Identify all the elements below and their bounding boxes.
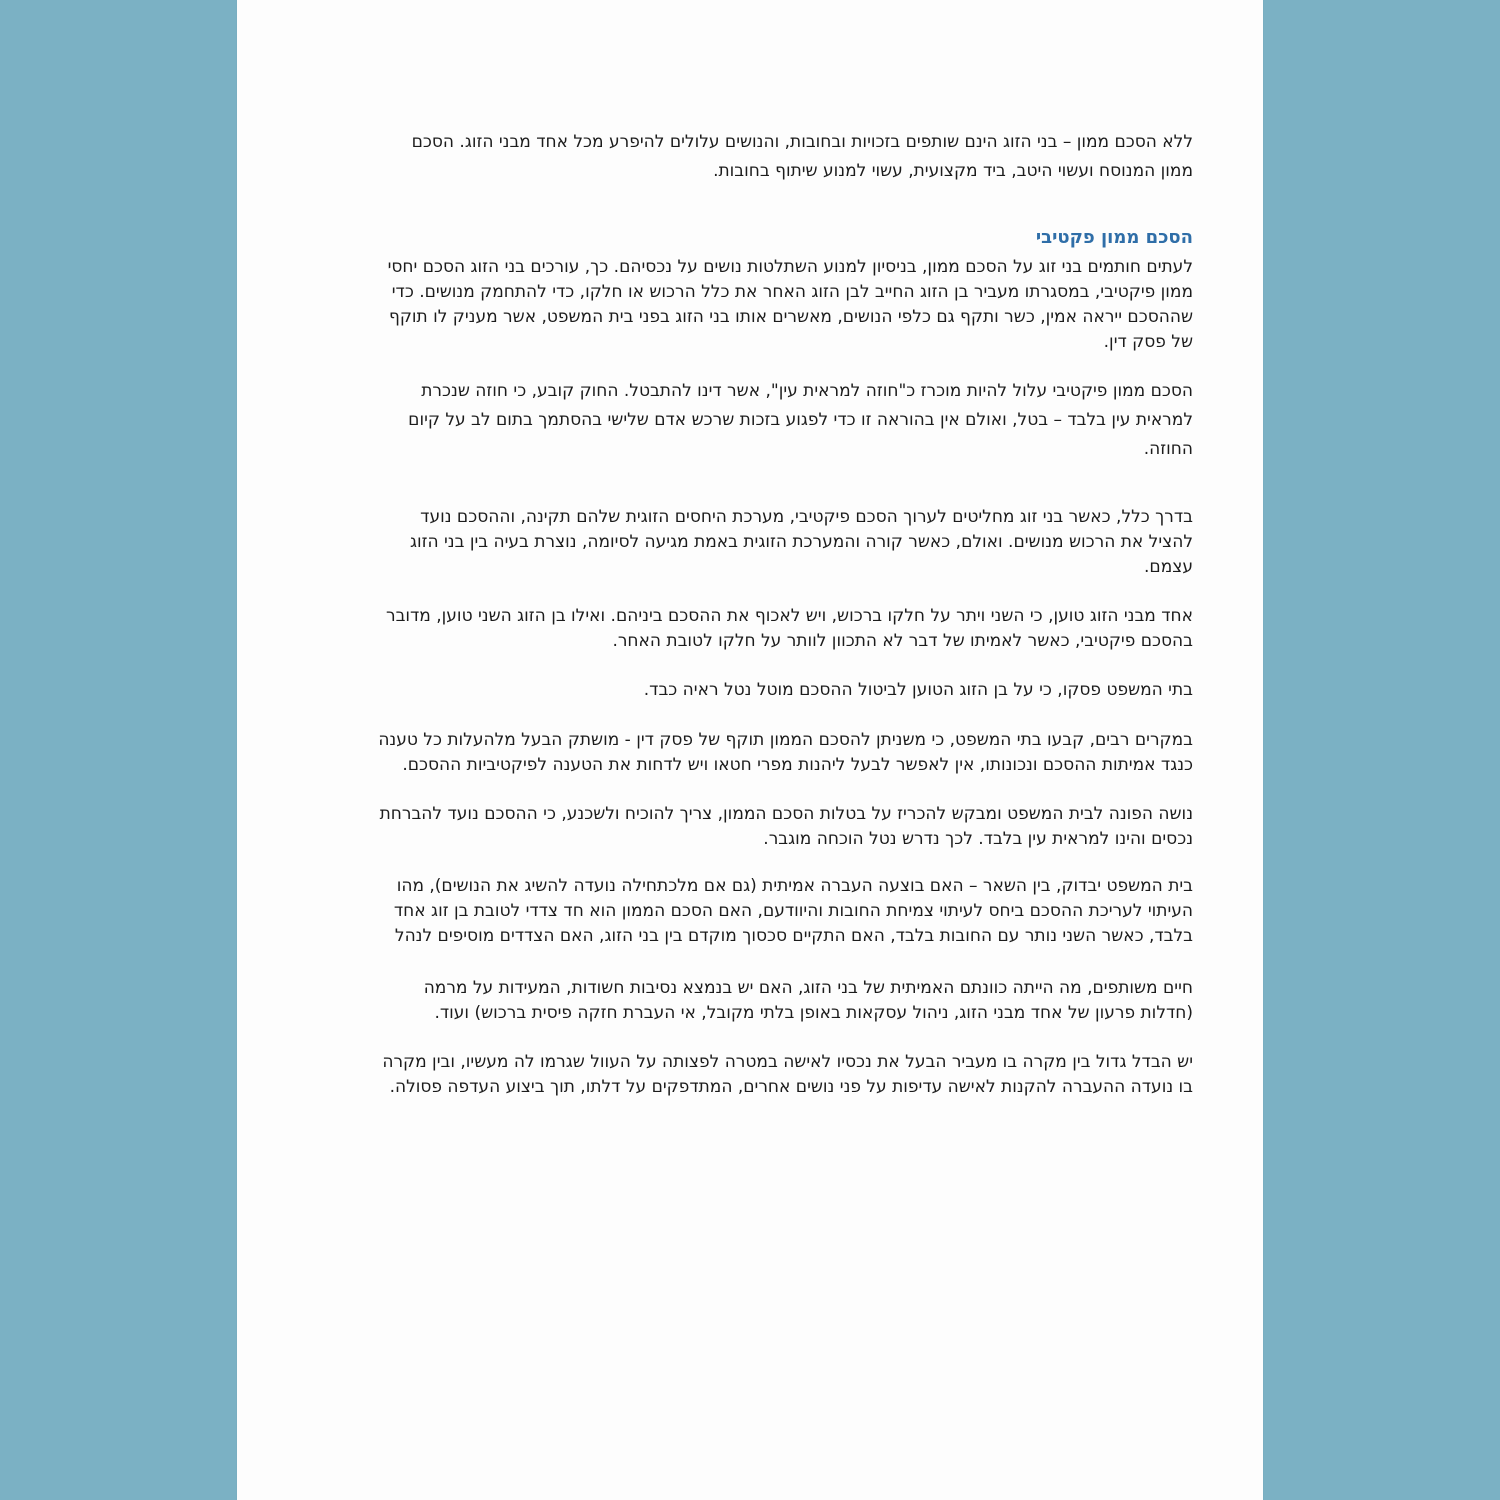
intro-paragraph [258, 128, 1193, 186]
paragraph-8 [258, 874, 1193, 949]
text-line: בלבד, כאשר השני נותר עם החובות בלבד, האם התקיים סכסוך מוקדם בין בני הזוג, האם הצדדים מוסיפים לנהל [394, 926, 1193, 946]
text-line: של פסק דין. [1103, 332, 1193, 352]
text-line: (חדלות פרעון של אחד מבני הזוג, ניהול עסקאות באופן בלתי מקובל, אי העברת חזקה פיסית ברכוש) ועוד. [434, 1003, 1193, 1023]
text-line: לעתים חותמים בני זוג על הסכם ממון, בניסיון למנוע השתלטות נושים על נכסיהם. כך, עורכים בני הזוג הסכם יחסי [387, 257, 1193, 277]
paragraph-1 [258, 255, 1193, 355]
text-line: בית המשפט יבדוק, בין השאר – האם בוצעה העברה אמיתית (גם אם מלכתחילה נועדה להשיג את הנושים), מהו [396, 876, 1193, 896]
text-line: בתי המשפט פסקו, כי על בן הזוג הטוען לביטול ההסכם מוטל נטל ראיה כבד. [643, 680, 1193, 700]
text-line: ממון פיקטיבי, במסגרתו מעביר בן הזוג החייב לבן הזוג האחר את כלל הרכוש או חלקו, כדי להתחמק מנושים. כדי [391, 282, 1193, 302]
paragraph-2 [258, 377, 1193, 464]
paragraph-6 [258, 728, 1193, 778]
text-line: בדרך כלל, כאשר בני זוג מחליטים לערוך הסכם פיקטיבי, מערכת היחסים הזוגית שלהם תקינה, וההסכם נועד [420, 507, 1193, 527]
paragraph-3 [258, 505, 1193, 580]
text-line: עצמם. [1144, 557, 1193, 577]
paragraph-7 [258, 802, 1193, 852]
text-line: יש הבדל גדול בין מקרה בו מעביר הבעל את נכסיו לאישה במטרה לפצותה על העוול שגרמו לה מעשיו, ובין מקרה [382, 1052, 1193, 1072]
document-page [237, 0, 1263, 1500]
text-line: העיתוי לעריכת ההסכם ביחס לעיתוי צמיחת החובות והיוודעם, האם הסכם הממון הוא חד צדדי לטובת בן זוג אחד [393, 901, 1193, 921]
text-line: הסכם ממון פיקטיבי עלול להיות מוכרז כ"חוזה למראית עין", אשר דינו להתבטל. החוק קובע, כי חוזה שנכרת [421, 381, 1193, 401]
text-line: למראית עין בלבד – בטל, ואולם אין בהוראה זו כדי לפגוע בזכות שרכש אדם שלישי בהסתמך בתום לב על קיום [408, 410, 1193, 430]
text-line: בו נועדה ההעברה להקנות לאישה עדיפות על פני נושים אחרים, המתדפקים על דלתו, תוך ביצוע העדפה פסולה. [389, 1077, 1193, 1097]
text-line: חיים משותפים, מה הייתה כוונתם האמיתית של בני הזוג, האם יש בנמצא נסיבות חשודות, המעידות על מרמה [423, 978, 1193, 998]
section-heading: הסכם ממון פקטיבי [1035, 227, 1193, 248]
document-body [237, 0, 1263, 1500]
text-line: נושה הפונה לבית המשפט ומבקש להכריז על בטלות הסכם הממון, צריך להוכיח ולשכנע, כי ההסכם נועד להברחת [379, 804, 1193, 824]
text-line: נכסים והינו למראית עין בלבד. לכך נדרש נטל הוכחה מוגבר. [763, 829, 1193, 849]
text-line: שההסכם ייראה אמין, כשר ותקף גם כלפי הנושים, מאשרים אותו בני הזוג בפני בית המשפט, אשר מעניק לו תוקף [388, 307, 1193, 327]
text-line: להציל את הרכוש מנושים. ואולם, כאשר קורה והמערכת הזוגית באמת מגיעה לסיומה, נוצרת בעיה בין בני הזוג [409, 532, 1193, 552]
text-line: ממון המנוסח ועשוי היטב, ביד מקצועית, עשוי למנוע שיתוף בחובות. [713, 161, 1193, 181]
text-line: במקרים רבים, קבעו בתי המשפט, כי משניתן להסכם הממון תוקף של פסק דין - מושתק הבעל מלהעלות כל טענה [378, 730, 1193, 750]
text-line: החוזה. [1143, 439, 1193, 459]
text-line: ללא הסכם ממון – בני הזוג הינם שותפים בזכויות ובחובות, והנושים עלולים להיפרע מכל אחד מבני הזוג. הסכם [411, 132, 1193, 152]
paragraph-5 [258, 678, 1193, 703]
paragraph-10 [258, 1050, 1193, 1100]
text-line: אחד מבני הזוג טוען, כי השני ויתר על חלקו ברכוש, ויש לאכוף את ההסכם ביניהם. ואילו בן הזוג השני טוען, מדובר [385, 606, 1193, 626]
text-line: בהסכם פיקטיבי, כאשר לאמיתו של דבר לא התכוון לוותר על חלקו לטובת האחר. [612, 631, 1193, 651]
text-line: כנגד אמיתות ההסכם ונכונותו, אין לאפשר לבעל ליהנות מפרי חטאו ויש לדחות את הטענה לפיקטיביות ההסכם. [402, 755, 1193, 775]
paragraph-4 [258, 604, 1193, 654]
paragraph-9 [258, 976, 1193, 1026]
